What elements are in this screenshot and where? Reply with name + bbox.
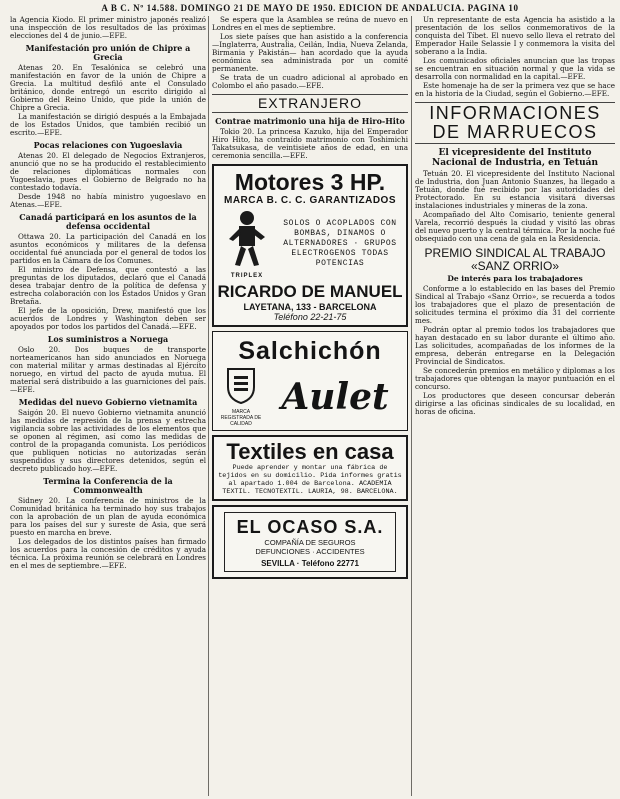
ad-title: Motores 3 HP. — [234, 169, 386, 195]
fig-label: TRIPLEX — [230, 273, 264, 279]
paragraph: Desde 1948 no había ministro yugoeslavo en Atenas.—EFE. — [10, 192, 206, 209]
ad-brand: RICARDO DE MANUEL — [217, 282, 403, 301]
paragraph: Acompañado del Alto Comisario, teniente general Varela, recorrió después la ciudad y visitó las obras del nuevo puerto y la central térmica. Por la noche fué obsequiado con una cena de gala en la Residencia. — [415, 210, 615, 243]
column-rule — [208, 16, 209, 796]
headline: PREMIO SINDICAL AL TRABAJO «SANZ ORRIO» — [424, 246, 606, 273]
headline: Pocas relaciones con Yugoeslavia — [33, 140, 183, 150]
paragraph: Atenas 20. En Tesalónica se celebró una manifestación en favor de la unión de Chipre a Grecia. La multitud desfiló ante el Consulado británico, donde entregó un escrito dirigido al Gobierno del Reino Unido, que pide la unión de Chipre a Grecia. — [10, 63, 206, 112]
shield-emblem — [216, 367, 266, 427]
headline: El vicepresidente del Instituto Nacional de Industria, en Tetuán — [432, 148, 598, 168]
ad-title: Textiles en casa — [226, 439, 394, 464]
subheadline: De interés para los trabajadores — [447, 274, 583, 283]
shield-icon — [226, 367, 256, 405]
paragraph: La manifestación se dirigió después a la Embajada de los Estados Unidos, que también recibió un escrito.—EFE. — [10, 112, 206, 137]
ad-phone: Teléfono 22-21-75 — [273, 312, 347, 322]
running-man-icon — [227, 209, 267, 267]
paragraph: Oslo 20. Dos buques de transporte norteamericanos han sido anunciados en Noruega con material militar y armas destinadas al Ejército noruego, en virtud del pacto de ayuda mutua. El material será distribuido a las guarniciones del país.—EFE. — [10, 345, 206, 394]
ad-description: Puede aprender y montar una fábrica de tejidos en su domicilio. Pida informes gratis al apartado 1.004 de Barcelona. ACADEMIA TEXTIL. TECNOTEXTIL. LAURIA, 98. BARCELONA. — [218, 464, 402, 496]
mascot-figure — [217, 209, 277, 279]
paragraph: Los productores que deseen concursar deberán dirigirse a las oficinas sindicales de su localidad, en horas de oficina. — [415, 391, 615, 416]
ad-title: EL OCASO S.A. — [236, 517, 384, 537]
ad-subtitle: MARCA B. C. C. GARANTIZADOS — [223, 195, 396, 206]
column-left — [10, 16, 206, 796]
headline: Medidas del nuevo Gobierno vietnamita — [18, 397, 198, 407]
ad-brand: Aulet — [281, 376, 389, 418]
paragraph: Podrán optar al premio todos los trabajadores que hayan destacado en su labor durante el último año. Las solicitudes, acompañadas de los informes de la empresa, deberán entregarse en la Delegación Provincial de Sindicatos. — [415, 325, 615, 366]
paragraph: El ministro de Defensa, que contestó a las preguntas de los diputados, declaró que el Canadá desea trabajar dentro de la política de defensa y estrecha colaboración con los Estados Unidos y Gran Bretaña. — [10, 265, 206, 306]
paragraph: Este homenaje ha de ser la primera vez que se hace en la historia de la Ciudad, según el Gobierno.—EFE. — [415, 81, 615, 98]
ad-line: COMPAÑÍA DE SEGUROS — [264, 538, 356, 547]
paragraph: Tokio 20. La princesa Kazuko, hija del Emperador Hiro Hito, ha contraído matrimonio con Toshimichi Takatsukasa, de veintisiete años de edad, en una ceremonia sencilla.—EFE. — [212, 127, 408, 160]
paragraph: Tetuán 20. El vicepresidente del Instituto Nacional de Industria, don Juan Antonio Suanzes, ha llegado a Tetuán, donde fué recibido por las autoridades del Protectorado. En su estancia visitará diversas instalaciones industriales y mineras de la zona. — [415, 169, 615, 210]
column-middle — [212, 16, 408, 796]
paragraph: Los comunicados oficiales anuncian que las tropas se encuentran en situación normal y que la vida se desarrolla con normalidad en la capital.—EFE. — [415, 56, 615, 81]
paragraph: Los siete países que han asistido a la conferencia —Inglaterra, Australia, Ceilán, India, Nueva Zelanda, Birmania y Pakistán— han acordado que la ayuda económica sea administrada por un comité permanente. — [212, 32, 408, 73]
paragraph: El jefe de la oposición, Drew, manifestó que los acuerdos de Londres y Washington deben ser apoyados por todos los partidos del Canadá.—EFE. — [10, 306, 206, 331]
advertisement-motores — [212, 164, 408, 327]
paragraph: Se trata de un cuadro adicional al aprobado en Colombo el año pasado.—EFE. — [212, 73, 408, 90]
ad-address: LAYETANA, 133 - BARCELONA — [243, 302, 377, 312]
advertisement-textiles — [212, 435, 408, 501]
headline: Termina la Conferencia de la Commonwealth — [43, 476, 173, 495]
headline: Manifestación pro unión de Chipre a Grecia — [25, 43, 191, 62]
ad-description: SOLOS O ACOPLADOS CON BOMBAS, DINAMOS O ALTERNADORES · GRUPOS ELECTROGENOS TODAS POTENCIAS — [283, 219, 397, 268]
paragraph: Atenas 20. El delegado de Negocios Extranjeros, anunció que no se ha producido el restablecimiento de relaciones diplomáticas normales con Yugoeslavia, pues el Gobierno de Belgrado no ha contestado todavía. — [10, 151, 206, 192]
headline: Canadá participará en los asuntos de la defensa occidental — [19, 212, 197, 231]
article-continuation: la Agencia Kiodo. El primer ministro japonés realizó una inspección de los resultados de las próximas elecciones del 4 de junio.—EFE. — [10, 16, 206, 40]
paragraph: Sidney 20. La conferencia de ministros de la Comunidad británica ha terminado hoy sus trabajos con la aprobación de un plan de ayuda económica para los países del sur y sureste de Asia, que será puesto en marcha en breve. — [10, 496, 206, 537]
paragraph: Conforme a lo establecido en las bases del Premio Sindical al Trabajo «Sanz Orrio», se recuerda a todos los trabajadores que el plazo de presentación de solicitudes termina el próximo día 31 del corriente mes. — [415, 284, 615, 325]
column-rule — [411, 16, 412, 796]
paragraph: Los delegados de los distintos países han firmado los acuerdos para la concesión de créditos y ayuda técnica. La próxima reunión se celebrará en Londres en el mes de septiembre.—EFE. — [10, 537, 206, 570]
ad-title: Salchichón — [238, 337, 382, 365]
column-right — [415, 16, 615, 796]
section-title: INFORMACIONES DE MARRUECOS — [415, 102, 615, 144]
headline: Los suministros a Noruega — [47, 334, 169, 344]
advertisement-ocaso — [212, 505, 408, 579]
paragraph: Se espera que la Asamblea se reúna de nuevo en Londres en el mes de septiembre. — [212, 16, 408, 32]
page-header: A B C. Nº 14.588. DOMINGO 21 DE MAYO DE 1950. EDICION DE ANDALUCIA. PAGINA 10 — [101, 3, 519, 13]
paragraph: Ottawa 20. La participación del Canadá en los asuntos económicos y militares de la defensa occidental fué anunciada por el general de todos los partidos en la Cámara de los Comunes. — [10, 232, 206, 265]
headline: Contrae matrimonio una hija de Hiro-Hito — [215, 116, 405, 126]
paragraph: Un representante de esta Agencia ha asistido a la presentación de los sellos conmemorativos de la conquista del Tíbet. El nuevo sello lleva el retrato del Emperador Haile Selassie I y conmemora la visita del soberano a la India. — [415, 16, 615, 56]
advertisement-salchichon — [212, 331, 408, 431]
paragraph: Se concederán premios en metálico y diplomas a los trabajadores que obtengan la mayor puntuación en el concurso. — [415, 366, 615, 391]
shield-label: MARCA REGISTRADA DE CALIDAD — [220, 409, 262, 427]
paragraph: Saigón 20. El nuevo Gobierno vietnamita anunció las medidas de represión de la prensa y estrecha vigilancia sobre las actividades de los elementos que se oponen al régimen, así como las medidas de control de la propaganda comunista. Los periódicos que publiquen noticias no autorizadas serán suspendidos y sus directores detenidos, según el decreto publicado hoy.—EFE. — [10, 408, 206, 473]
ad-address: SEVILLA · Teléfono 22771 — [261, 559, 359, 568]
section-title: EXTRANJERO — [212, 94, 408, 113]
ad-line: DEFUNCIONES · ACCIDENTES — [255, 547, 365, 556]
